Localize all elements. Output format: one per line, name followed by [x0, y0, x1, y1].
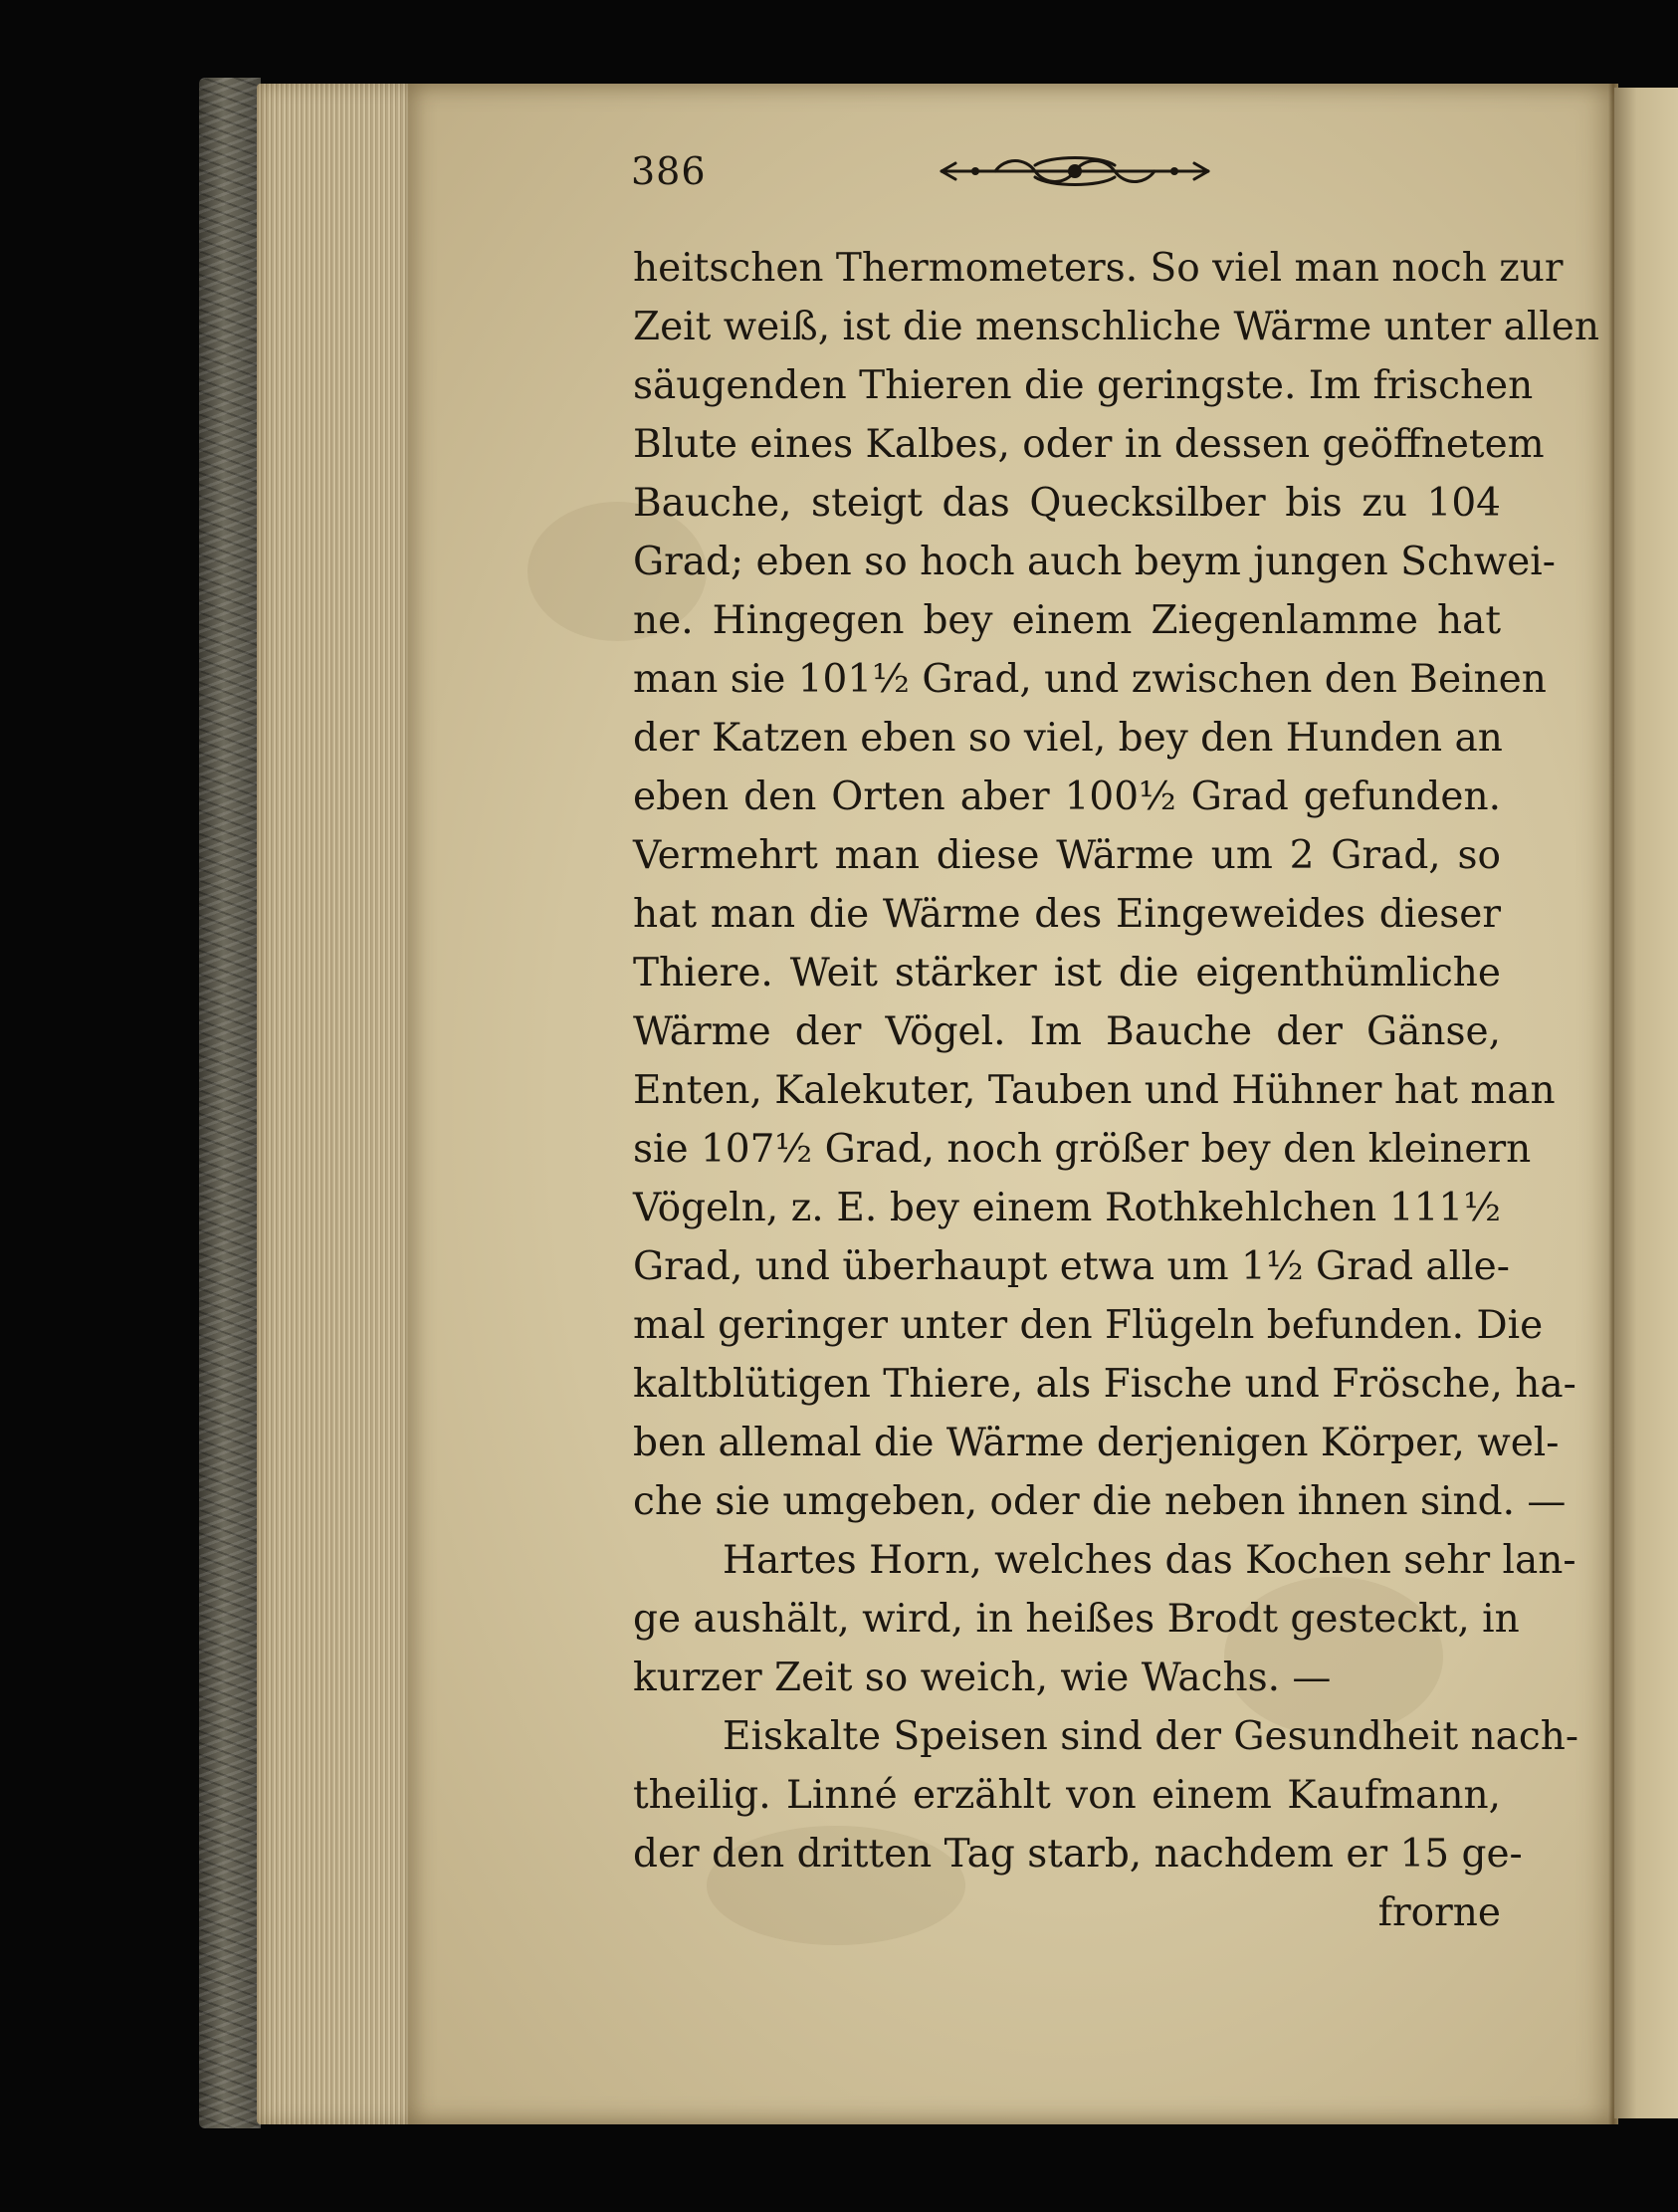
text-line: ge aushält, wird, in heißes Brodt gesteckt, in	[633, 1597, 1520, 1642]
text-line: Grad, und überhaupt etwa um 1½ Grad alle-	[633, 1244, 1510, 1289]
text-line: Blute eines Kalbes, oder in dessen geöffnetem	[633, 422, 1545, 467]
page-number: 386	[631, 149, 707, 193]
text-line: Hartes Horn, welches das Kochen sehr lan-	[723, 1538, 1576, 1583]
text-line: sie 107½ Grad, noch größer bey den kleinern	[633, 1127, 1532, 1172]
body-text	[633, 239, 1599, 1883]
text-line: man sie 101½ Grad, und zwischen den Beinen	[633, 657, 1547, 702]
text-line: Vögeln, z. E. bey einem Rothkehlchen 111½	[633, 1186, 1501, 1230]
text-line: kaltblütigen Thiere, als Fische und Frösche, ha-	[633, 1362, 1576, 1407]
text-line: hat man die Wärme des Eingeweides dieser	[633, 892, 1501, 937]
page-edges	[257, 84, 416, 2124]
text-line: mal geringer unter den Flügeln befunden. Die	[633, 1303, 1544, 1348]
text-line: heitschen Thermometers. So viel man noch zur	[633, 246, 1564, 291]
text-line: der den dritten Tag starb, nachdem er 15 ge-	[633, 1832, 1523, 1877]
catchword: frorne	[1377, 1890, 1501, 1935]
facing-page-edge	[1614, 88, 1678, 2118]
text-line: säugenden Thieren die geringste. Im frischen	[633, 363, 1534, 408]
text-line: theilig. Linné erzählt von einem Kaufmann,	[633, 1773, 1501, 1818]
text-line: Thiere. Weit stärker ist die eigenthümliche	[633, 951, 1501, 995]
text-line: ne. Hingegen bey einem Ziegenlamme hat	[633, 598, 1501, 643]
text-line: Enten, Kalekuter, Tauben und Hühner hat man	[633, 1068, 1556, 1113]
text-line: kurzer Zeit so weich, wie Wachs. —	[633, 1656, 1332, 1700]
text-line: der Katzen eben so viel, bey den Hunden an	[633, 716, 1503, 761]
catchword-row	[633, 1883, 1501, 1942]
text-line: ben allemal die Wärme derjenigen Körper, wel-	[633, 1421, 1560, 1465]
text-line: Grad; eben so hoch auch beym jungen Schwei-	[633, 540, 1556, 584]
text-line: Eiskalte Speisen sind der Gesundheit nach-	[723, 1714, 1579, 1759]
text-line: Zeit weiß, ist die menschliche Wärme unter allen	[633, 305, 1599, 349]
ornamental-rule-icon	[936, 151, 1214, 191]
text-line: Bauche, steigt das Quecksilber bis zu 104	[633, 481, 1501, 526]
text-line: Wärme der Vögel. Im Bauche der Gänse,	[633, 1009, 1501, 1054]
text-line: Vermehrt man diese Wärme um 2 Grad, so	[633, 833, 1501, 878]
marbled-book-edge	[199, 78, 261, 2128]
text-line: eben den Orten aber 100½ Grad gefunden.	[633, 774, 1501, 819]
text-line: che sie umgeben, oder die neben ihnen sind. —	[633, 1479, 1567, 1524]
